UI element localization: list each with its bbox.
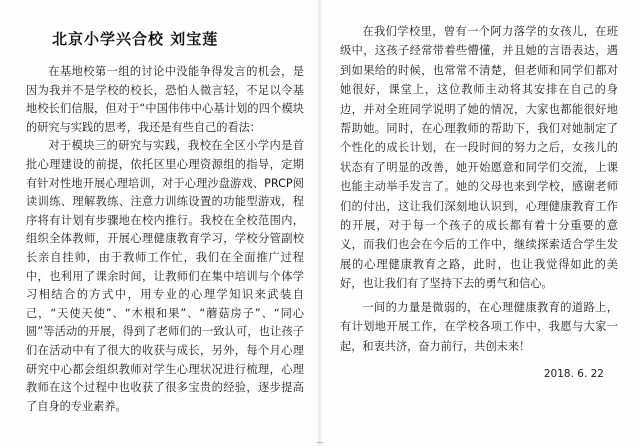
right-paragraph-1: 在我们学校里，曾有一个阿力落学的女孩儿，在班级中，这孩子经常带着些懵懂，并且她的言语表达，遇到如果给的时候，也常常不清楚，但老师和同学们都对她很好，课堂上，这位教师主动将其安排在自己的身边，并对全班同学说明了她的情况，大家也都能很好地帮助她。同时，在心理教师的帮助下，我们对她制定了个性化的成长计划，在一段时间的努力之后，女孩儿的状态有了明显的改善，她开始愿意和同学们交流，上课也能主动举手发言了。她的父母也来到学校，感谢老师们的付出，这让我们深刻地认识到，心理健康教育工作的开展，对于每一个孩子的成长都有着十分重要的意义，而我们也会在今后的工作中，继续探索适合学生发展的心理健康教育之路，此时，也让我觉得如此的美好，也让我们有了坚持下去的勇气和信心。 [340,25,618,291]
left-paragraph-1: 在基地校第一组的讨论中没能争得发言的机会，是因为我并不是学校的校长，恐怕人微言轻，不足以令基地校长们信服，但对于“中国伟伟中心基计划的四个模块的研究与实践的思考，我还是有些自己的看法： [26,65,304,134]
right-paragraph-2: 一间的力量是微弱的，在心理健康教育的道路上，有计划地开展工作，在学校各项工作中，我愿与大家一起，和衷共济，奋力前行，共创未来！ [340,300,618,353]
document-title: 北京小学兴合校 刘宝莲 [52,30,219,48]
signature-date: 2018. 6. 22 [543,368,604,380]
left-paragraph-2: 对于模块三的研究与实践，我校在全区小学内是首批心理建设的前提，依托区里心理资源组的指导，定期有针对性地开展心理培训，对于心理沙盘游戏、PRCP阅读训练、理解教练、注意力训练设置的功能型游戏，程序将有计划有步骤地在校内推行。我校在全校范围内，组织全体教师，开展心理健康教育学习，学校分管副校长亲自挂帅，由于教师工作忙，我们在全面推广过程中，也利用了课余时间，让教师们在集中培训与个体学习相结合的方式中，用专业的心理学知识来武装自己，“天使天使”、“木根和果”、“蘑菇房子”、“同心圆”等活动的开展，得到了老师们的一致认可，也让孩子们在活动中有了很大的收获与成长，另外，每个月心理研究中心都会组织教师对学生心理状况进行梳理，心理教师在这个过程中也收获了很多宝贵的经验，逐步提高了自身的专业素养。 [26,139,304,413]
page-number: — [316,438,324,447]
left-page [0,0,318,446]
